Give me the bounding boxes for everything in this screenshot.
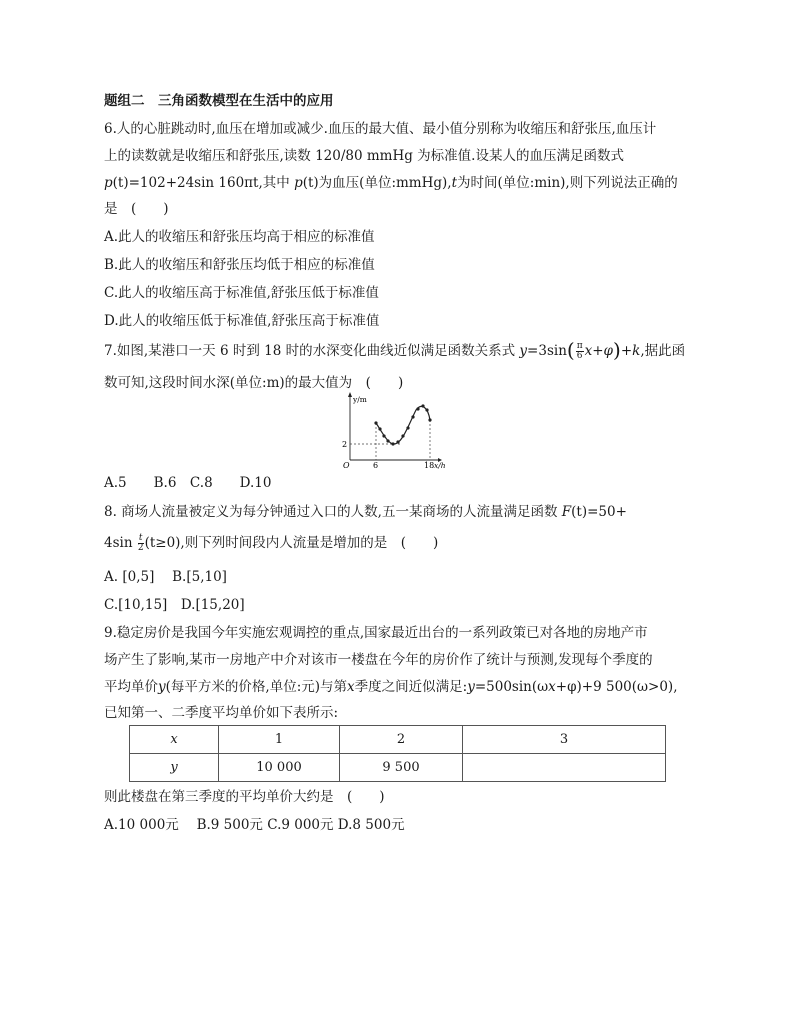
- table-cell: [463, 754, 666, 782]
- q9-var-y: y: [158, 679, 166, 695]
- q7-options: A.5 B.6 C.8 D.10: [104, 475, 272, 491]
- table-cell: 2: [340, 726, 463, 754]
- q8-text-a: 8. 商场人流量被定义为每分钟通过入口的人数,五一某商场的人流量满足函数: [104, 504, 562, 520]
- q6-formula: (t)=102+24sin 160πt,其中: [112, 175, 295, 191]
- q7-text-end: ,据此函: [640, 343, 686, 359]
- q8-frac-den: 2: [137, 543, 144, 553]
- q7-var-x: x: [584, 343, 593, 359]
- table-cell: 10 000: [219, 754, 340, 782]
- q9-var-y2: y: [467, 679, 475, 695]
- q6-var-p2: p: [294, 175, 303, 191]
- q6-option-a: A.此人的收缩压和舒张压均高于相应的标准值: [104, 229, 375, 245]
- q7-tick-6: 6: [373, 461, 379, 470]
- q9-text-line1: 9.稳定房价是我国今年实施宏观调控的重点,国家最近出台的一系列政策已对各地的房地产市: [104, 625, 648, 641]
- q6-option-b: B.此人的收缩压和舒张压均低于相应的标准值: [104, 257, 375, 273]
- q7-text-line2: 数可知,这段时间水深(单位:m)的最大值为 ( ): [104, 375, 404, 391]
- q7-phi: +φ: [592, 343, 614, 359]
- q8-options-row2: C.[10,15] D.[15,20]: [104, 597, 245, 613]
- q9-options: A.10 000元 B.9 500元 C.9 000元 D.8 500元: [104, 817, 405, 833]
- table-cell: 1: [219, 726, 340, 754]
- q6-formula-rest: (t)为血压(单位:mmHg),: [302, 175, 452, 191]
- q8-text-end: (t)=50+: [571, 504, 627, 520]
- q8-options-row1: A. [0,5] B.[5,10]: [104, 569, 227, 585]
- q7-x-label: x/h: [434, 461, 446, 470]
- q9-table: [129, 725, 666, 782]
- q9-text-line2: 场产生了影响,某市一房地产中介对该市一楼盘在今年的房价作了统计与预测,发现每个季度的: [104, 652, 653, 668]
- q9-text-a: 平均单价: [104, 679, 158, 695]
- q9-text-line3: [104, 678, 678, 696]
- q6-text-line1: 6.人的心脏跳动时,血压在增加或减少.血压的最大值、最小值分别称为收缩压和舒张压,血压计: [104, 121, 657, 137]
- q7-k: +k: [620, 343, 641, 359]
- q7-graph: [330, 390, 446, 470]
- q6-var-t: t: [451, 175, 458, 191]
- table-cell: x: [130, 726, 219, 754]
- q6-text-line3: [104, 174, 678, 192]
- q9-text-b: (每平方米的价格,单位:元)与第: [165, 679, 348, 695]
- q9-text-d: =500sin(ω: [474, 679, 549, 695]
- q9-text-e: +φ)+9 500(ω>0),: [555, 679, 678, 695]
- table-row: [130, 726, 666, 754]
- q7-y-axis-arrow: [348, 392, 352, 397]
- q6-formula-end: 为时间(单位:min),则下列说法正确的: [457, 175, 678, 191]
- table-cell: y: [130, 754, 219, 782]
- q9-var-x: x: [347, 679, 355, 695]
- q7-tick-2: 2: [342, 440, 348, 449]
- q7-eq: =3sin: [527, 343, 567, 359]
- q7-y-label: y/m: [353, 395, 367, 404]
- q7-origin: O: [343, 461, 350, 470]
- q6-text-line4: 是 ( ): [104, 201, 169, 217]
- q6-option-c: C.此人的收缩压高于标准值,舒张压低于标准值: [104, 285, 379, 301]
- q7-fraction: [576, 342, 584, 361]
- q9-text-c: 季度之间近似满足:: [354, 679, 468, 695]
- q8-text-line2: [104, 534, 438, 553]
- q7-curve-points: [374, 404, 431, 445]
- q7-frac-num: π: [576, 341, 583, 351]
- q6-text-line2: 上的读数就是收缩压和舒张压,读数 120/80 mmHg 为标准值.设某人的血压满足函数式: [104, 148, 624, 164]
- q9-text-line5: 则此楼盘在第三季度的平均单价大约是 ( ): [104, 789, 385, 805]
- q9-text-line4: 已知第一、二季度平均单价如下表所示:: [104, 705, 339, 721]
- q8-fraction: [138, 534, 144, 553]
- q7-text-a: 7.如图,某港口一天 6 时到 18 时的水深变化曲线近似满足函数关系式: [104, 343, 520, 359]
- q9-var-x2: x: [548, 679, 556, 695]
- q8-text-line1: [104, 503, 627, 521]
- q8-text-b: (t≥0),则下列时间段内人流量是增加的是 ( ): [144, 535, 439, 551]
- q8-frac-num: t: [138, 533, 143, 543]
- q8-var-F: F: [561, 504, 572, 520]
- q6-option-d: D.此人的收缩压低于标准值,舒张压高于标准值: [104, 313, 380, 329]
- q7-var-y: y: [519, 343, 528, 359]
- table-cell: 9 500: [340, 754, 463, 782]
- q7-curve: [376, 406, 430, 444]
- q6-var-p: p: [104, 175, 113, 191]
- q8-sin: 4sin: [104, 535, 137, 551]
- table-row: [130, 754, 666, 782]
- q7-frac-den: 6: [576, 351, 583, 361]
- q7-text-line1: 7.如图,某港口一天 6 时到 18 时的水深变化曲线近似满足函数关系式 y=3sin( $\frac{\pi}{6}$ x+φ)+k,据此函: [104, 338, 686, 362]
- q7-tick-18: 18: [424, 461, 435, 470]
- section-title: 题组二 三角函数模型在生活中的应用: [104, 93, 334, 109]
- table-cell: 3: [463, 726, 666, 754]
